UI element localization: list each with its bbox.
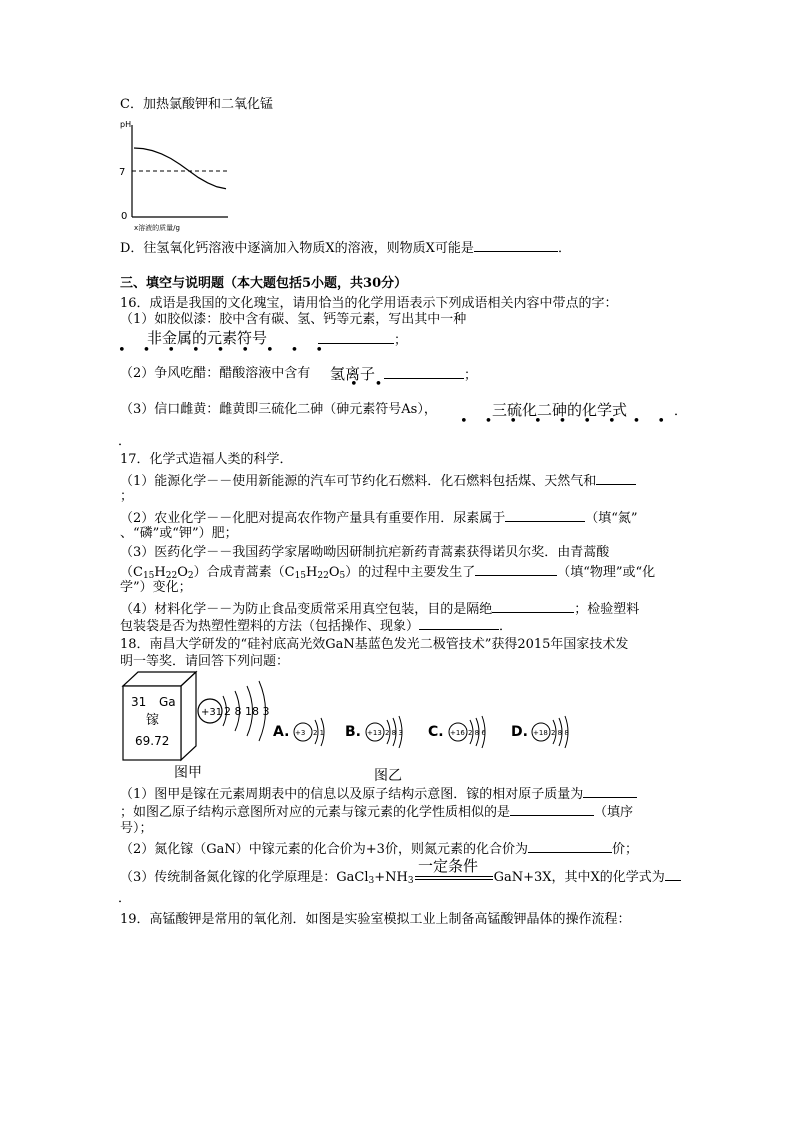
option-label: D. [511, 724, 528, 740]
ga-atom-diagram [198, 681, 269, 741]
q17-p1: （1）能源化学－－使用新能源的汽车可节约化石燃料．化石燃料包括煤、天然气和 [120, 472, 636, 490]
element-name: 镓 [146, 713, 160, 728]
ph-chart [118, 117, 233, 232]
ph-curve [134, 148, 226, 189]
y-tick-label: 0 [121, 211, 128, 222]
option-atom-b [345, 716, 403, 748]
q16-p3: （3）信口雌黄：雌黄即三硫化二砷（砷元素符号As）， [120, 402, 437, 417]
q18-p3-end: ． [118, 891, 132, 906]
x-axis-label: x溶液的质量/g [134, 224, 180, 232]
emphasis-dots: ••••••••• [118, 343, 341, 358]
emphasis-dots: •• [350, 377, 400, 392]
option-label: B. [345, 724, 361, 740]
reaction-condition: 一定条件 [418, 857, 479, 875]
q18-p1: （1）图甲是镓在元素周期表中的信息以及原子结构示意图．镓的相对原子质量为 [120, 785, 637, 803]
option-label: C. [428, 724, 444, 740]
q16-p3-end-mark: ． [118, 434, 132, 449]
q16-p1-answer: ； [318, 331, 407, 349]
ga-shells: 2 8 18 3 [224, 705, 270, 718]
q17-p4: （4）材料化学－－为防止食品变质常采用真空包装，目的是隔绝 ；检验塑料 [120, 602, 640, 617]
q17-p3-cont: $(C_{15}H_{22}O_2)$合成青蒿素$(C_{15}H_{22}O_5)$的过程中主要发生了 （填“物理”或“化 [120, 565, 656, 581]
q17-p4-cont: 包装袋是否为热塑性塑料的方法（包括操作、现象） ． [120, 619, 513, 634]
nucleus-charge: +13 [367, 729, 382, 737]
atomic-mass: 69.72 [135, 734, 170, 748]
option-atom-a [273, 718, 324, 746]
figure-b-label: 图乙 [374, 768, 402, 784]
q17-stem: 17．化学式造福人类的科学． [120, 452, 293, 467]
q18-p2: （2）氮化镓（GaN）中镓元素的化合价为+3价，则氮元素的化合价为 价； [120, 842, 638, 857]
shell-electrons: 2 8 8 [551, 729, 569, 737]
q17-p2: （2）农业化学－－化肥对提高农作物产量具有重要作用．尿素属于 （填“氮” [120, 511, 638, 526]
option-atom-d [511, 716, 569, 748]
q18-p3: （3）传统制备氮化镓的化学原理是：$GaCl_3+NH_3$ GaN+3X，其中X的化学式为 [120, 868, 681, 889]
y-tick-label: 7 [119, 167, 126, 178]
option-c: C．加热氯酸钾和二氧化锰 [120, 97, 273, 112]
q16-p2-answer: ； [384, 366, 477, 384]
q16-p2: （2）争风吃醋：醋酸溶液中含有 [120, 366, 311, 381]
option-label: A. [273, 724, 290, 740]
q16-p3-end: ． [674, 404, 688, 419]
shell-electrons: 2 1 [313, 729, 325, 737]
shell-electrons: 2 8 6 [468, 729, 486, 737]
option-atom-c [428, 716, 486, 748]
q18-stem-cont: 明一等奖．请回答下列问题： [120, 654, 290, 669]
y-axis-label: pH [120, 120, 132, 129]
nucleus-charge: +18 [533, 729, 548, 737]
element-symbol: Ga [159, 695, 176, 709]
q16-p1: （1）如胶似漆：胶中含有碳、氢、钙等元素，写出其中一种 [120, 312, 467, 327]
nucleus-charge: +16 [450, 729, 465, 737]
q18-stem: 18．南昌大学研发的“硅衬底高光效GaN基蓝色发光二极管技术”获得2015年国家技术发 [120, 637, 629, 652]
q18-p1-cont: ；如图乙原子结构示意图所对应的元素与镓元素的化学性质相似的是 （填序 [120, 805, 634, 820]
q19-stem: 19．高锰酸钾是常用的氧化剂．如图是实验室模拟工业上制备高锰酸钾晶体的操作流程： [120, 912, 631, 927]
figure-a-label: 图甲 [174, 765, 202, 781]
atomic-number: 31 [131, 695, 147, 709]
q16-p2-handwritten: 氢离子 [330, 365, 376, 383]
ga-nucleus: +31 [201, 707, 223, 718]
nucleus-charge: +3 [295, 729, 306, 737]
section-heading: 三、填空与说明题（本大题包括5小题，共30分） [120, 276, 408, 291]
q17-p3-end: 学”）变化； [120, 580, 192, 595]
emphasis-dots: ••••••••• [460, 414, 683, 429]
q17-p3: （3）医药化学－－我国药学家屠呦呦因研制抗疟新药青蒿素获得诺贝尔奖．由青蒿酸 [120, 545, 610, 560]
shell-electrons: 2 8 3 [385, 729, 403, 737]
q17-p2-cont: 、“磷”或“钾”）肥； [120, 526, 238, 541]
q17-p1-end: ； [120, 489, 134, 504]
q16-p1-handwritten: 非金属的元素符号 [147, 329, 268, 347]
atomic-structure-figure [118, 666, 608, 766]
q16-stem: 16．成语是我国的文化瑰宝，请用恰当的化学用语表示下列成语相关内容中带点的字： [120, 296, 618, 311]
option-d: D．往氢氧化钙溶液中逐滴加入物质X的溶液，则物质X可能是 ． [120, 241, 571, 256]
q18-p1-end: 号）； [120, 821, 153, 836]
element-cell [123, 672, 196, 760]
q16-p3-handwritten: 三硫化二砷的化学式 [492, 401, 628, 419]
